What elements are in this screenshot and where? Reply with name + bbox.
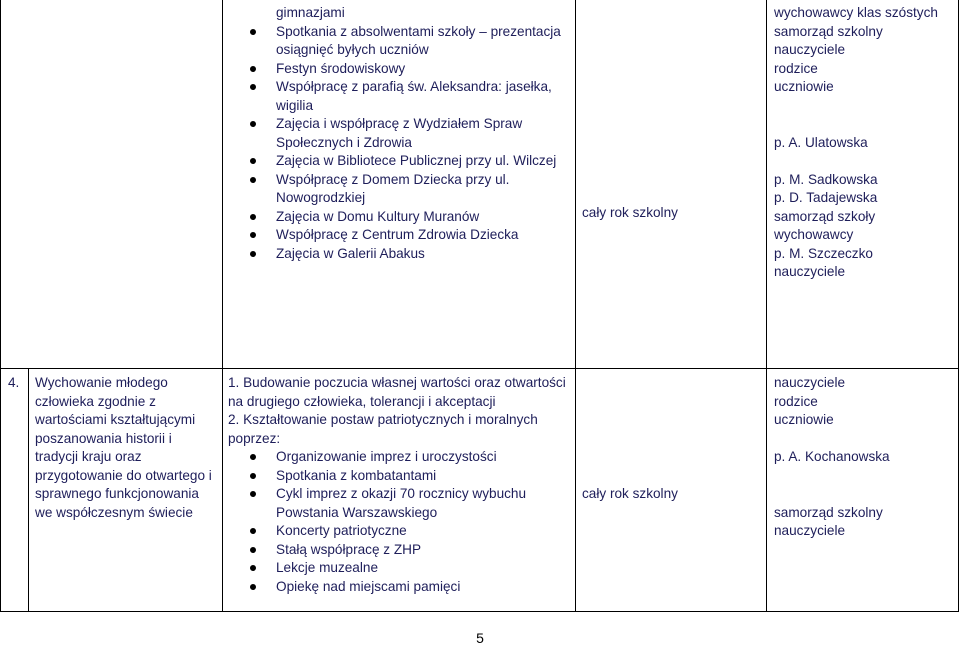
responsible-entry: samorząd szkolny [774,23,883,39]
spacer [774,97,956,116]
responsible-entry: nauczyciele [774,264,846,279]
responsible-entry: p. A. Kochanowska [774,449,890,464]
row2-term [582,485,762,504]
row2-goal-text: Wychowanie młodego człowieka zgodnie z wartościami kształtującymi poszanowania historii i tradycji kraju oraz przygotowanie do otwartego i sprawnego funkcjonowania we współczesnym świecie [35,375,212,520]
row1-activities-list [250,23,570,264]
responsible-entry: nauczyciele [774,523,846,538]
activity-item: Cykl imprez z okazji 70 rocznicy wybuchu Powstania Warszawskiego [250,485,572,522]
responsible-entry: wychowawcy klas szóstych [774,5,938,20]
row1-responsible [774,4,956,282]
activity-item: Zajęcia w Domu Kultury Muranów [250,208,570,227]
activity-item: Lekcje muzealne [250,559,572,578]
responsible-entry: p. D. Tadajewska [774,190,878,205]
col-divider-1 [28,368,29,612]
activity-item: Spotkania z kombatantami [250,467,572,486]
activity-item: Współpracę z parafią św. Aleksandra: jasełka, wigilia [250,78,570,115]
responsible-entry: rodzice [774,60,818,76]
col-divider-3 [575,0,576,612]
activity-item: Organizowanie imprez i uroczystości [250,448,572,467]
spacer [774,152,956,171]
row-divider [0,368,959,369]
responsible-entry: rodzice [774,393,818,409]
responsible-entry: nauczyciele [774,42,846,57]
responsible-entry: nauczyciele [774,375,846,390]
row2-term-text: cały rok szkolny [582,486,678,501]
spacer [774,467,956,486]
row1-term-text: cały rok szkolny [582,205,678,220]
table-border-right [958,0,959,612]
activity-item: Współpracę z Centrum Zdrowia Dziecka [250,226,570,245]
spacer [774,430,956,449]
activity-item: Współpracę z Domem Dziecka przy ul. Nowogrodzkiej [250,171,570,208]
row2-number-text: 4. [8,375,20,390]
row1-term [582,204,762,223]
activity-item: Festyn środowiskowy [250,60,570,79]
activity-item: Stałą współpracę z ZHP [250,541,572,560]
responsible-entry: p. M. Sadkowska [774,171,878,187]
responsible-entry: p. A. Ulatowska [774,134,868,150]
responsible-entry: uczniowie [774,79,834,94]
spacer [774,485,956,504]
col-divider-2 [222,0,223,612]
row1-activities-cell [250,4,570,263]
responsible-entry: samorząd szkoły [774,208,876,224]
row2-task-1: 1. Budowanie poczucia własnej wartości oraz otwartości na drugiego człowieka, tolerancji i akceptacji [228,375,566,409]
row2-task-2: 2. Kształtowanie postaw patriotycznych i moralnych poprzez: [228,412,538,446]
responsible-entry: p. M. Szczeczko [774,245,873,261]
row1-activities-continuation: gimnazjami [276,5,345,20]
activity-item: Spotkania z absolwentami szkoły – prezentacja osiągnięć byłych uczniów [250,23,570,60]
row2-number [8,374,28,393]
spacer [774,115,956,134]
row2-tasks-cell [228,374,572,596]
responsible-entry: samorząd szkolny [774,504,883,520]
row2-responsible [774,374,956,541]
table-border-left [0,0,1,612]
page-number-text: 5 [476,630,484,646]
activity-item: Koncerty patriotyczne [250,522,572,541]
responsible-entry: uczniowie [774,412,834,427]
activity-item: Zajęcia w Bibliotece Publicznej przy ul. Wilczej [250,152,570,171]
activity-item: Zajęcia w Galerii Abakus [250,245,570,264]
col-divider-4 [766,0,767,612]
row2-goal [35,374,217,522]
row2-activities-list [250,448,572,596]
responsible-entry: wychowawcy [774,227,854,242]
activity-item: Zajęcia i współpracę z Wydziałem Spraw Społecznych i Zdrowia [250,115,570,152]
activity-item: Opiekę nad miejscami pamięci [250,578,572,597]
table-border-bottom [0,611,959,612]
